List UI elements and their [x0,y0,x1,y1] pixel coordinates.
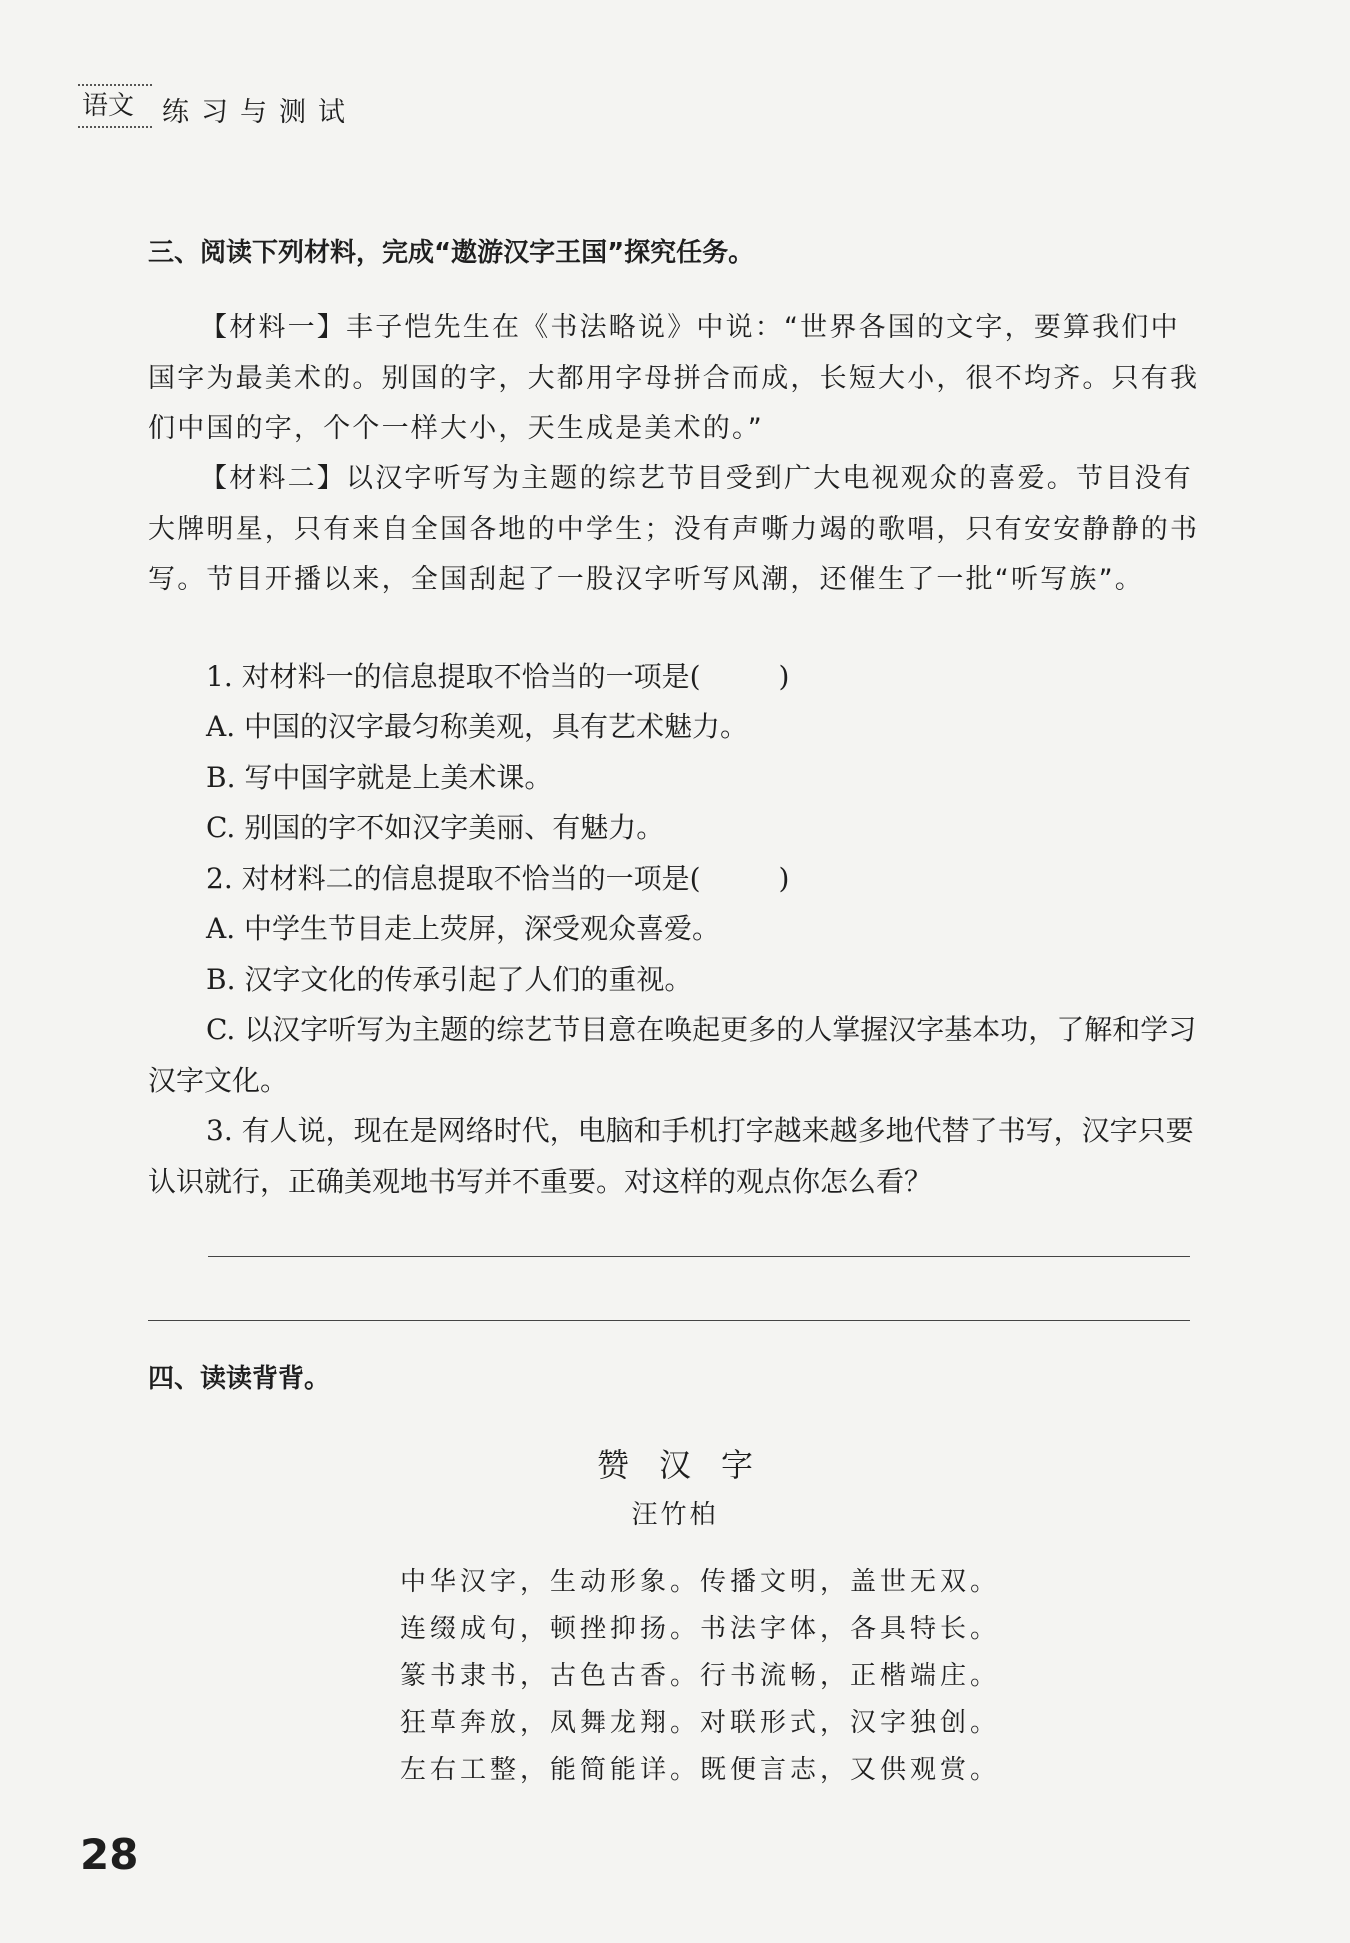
poem-author: 汪竹柏 [631,1500,719,1530]
question-1-stem [148,652,1206,703]
question-1-paren-close: ) [778,660,790,693]
poem-line: 狂草奔放，凤舞龙翔。对联形式，汉字独创。 [400,1708,1001,1738]
question-2-stem-text: 2. 对材料二的信息提取不恰当的一项是( [206,862,701,895]
poem-line: 左右工整，能简能详。既便言志，又供观赏。 [400,1755,1001,1785]
question-2-paren-close: ) [778,862,790,895]
question-2-option-a: A. 中学生节目走上荧屏，深受观众喜爱。 [206,912,721,945]
question-1-option-c: C. 别国的字不如汉字美丽、有魅力。 [206,811,665,844]
material-two: 【材料二】以汉字听写为主题的综艺节目受到广大电视观众的喜爱。节目没有大牌明星，只有来自全国各地的中学生；没有声嘶力竭的歌唱，只有安安静静的书写。节目开播以来，全国刮起了一股汉字听写风潮，还催生了一批“听写族”。 [148,463,1200,595]
question-1-option-b: B. 写中国字就是上美术课。 [206,761,553,794]
poem-line: 篆书隶书，古色古香。行书流畅，正楷端庄。 [400,1661,1001,1691]
poem-title: 赞汉字 [596,1446,783,1484]
poem-line: 中华汉字，生动形象。传播文明，盖世无双。 [400,1567,1001,1597]
question-1-option-a: A. 中国的汉字最匀称美观，具有艺术魅力。 [206,710,749,743]
header-title: 练习与测试 [162,97,357,128]
question-3-stem: 3. 有人说，现在是网络时代，电脑和手机打字越来越多地代替了书写，汉字只要认识就行，正确美观地书写并不重要。对这样的观点你怎么看？ [148,1114,1194,1198]
answer-line-2[interactable] [148,1320,1190,1321]
question-1-stem-text: 1. 对材料一的信息提取不恰当的一项是( [206,660,701,693]
section3-title: 三、阅读下列材料，完成“遨游汉字王国”探究任务。 [148,238,755,268]
question-2-option-b: B. 汉字文化的传承引起了人们的重视。 [206,963,693,996]
material-one: 【材料一】丰子恺先生在《书法略说》中说：“世界各国的文字，要算我们中国字为最美术的。别国的字，大都用字母拼合而成，长短大小，很不均齐。只有我们中国的字，个个一样大小，天生成是美术的。” [148,312,1200,444]
page-number: 28 [80,1830,139,1879]
question-2-stem [148,854,1206,905]
question-2-option-c: C. 以汉字听写为主题的综艺节目意在唤起更多的人掌握汉字基本功，了解和学习汉字文化。 [148,1013,1197,1097]
header-subject: 语文 [78,84,152,128]
answer-line-1[interactable] [208,1256,1190,1257]
section4-title: 四、读读背背。 [148,1364,331,1394]
poem-line: 连缀成句，顿挫抑扬。书法字体，各具特长。 [400,1614,1001,1644]
